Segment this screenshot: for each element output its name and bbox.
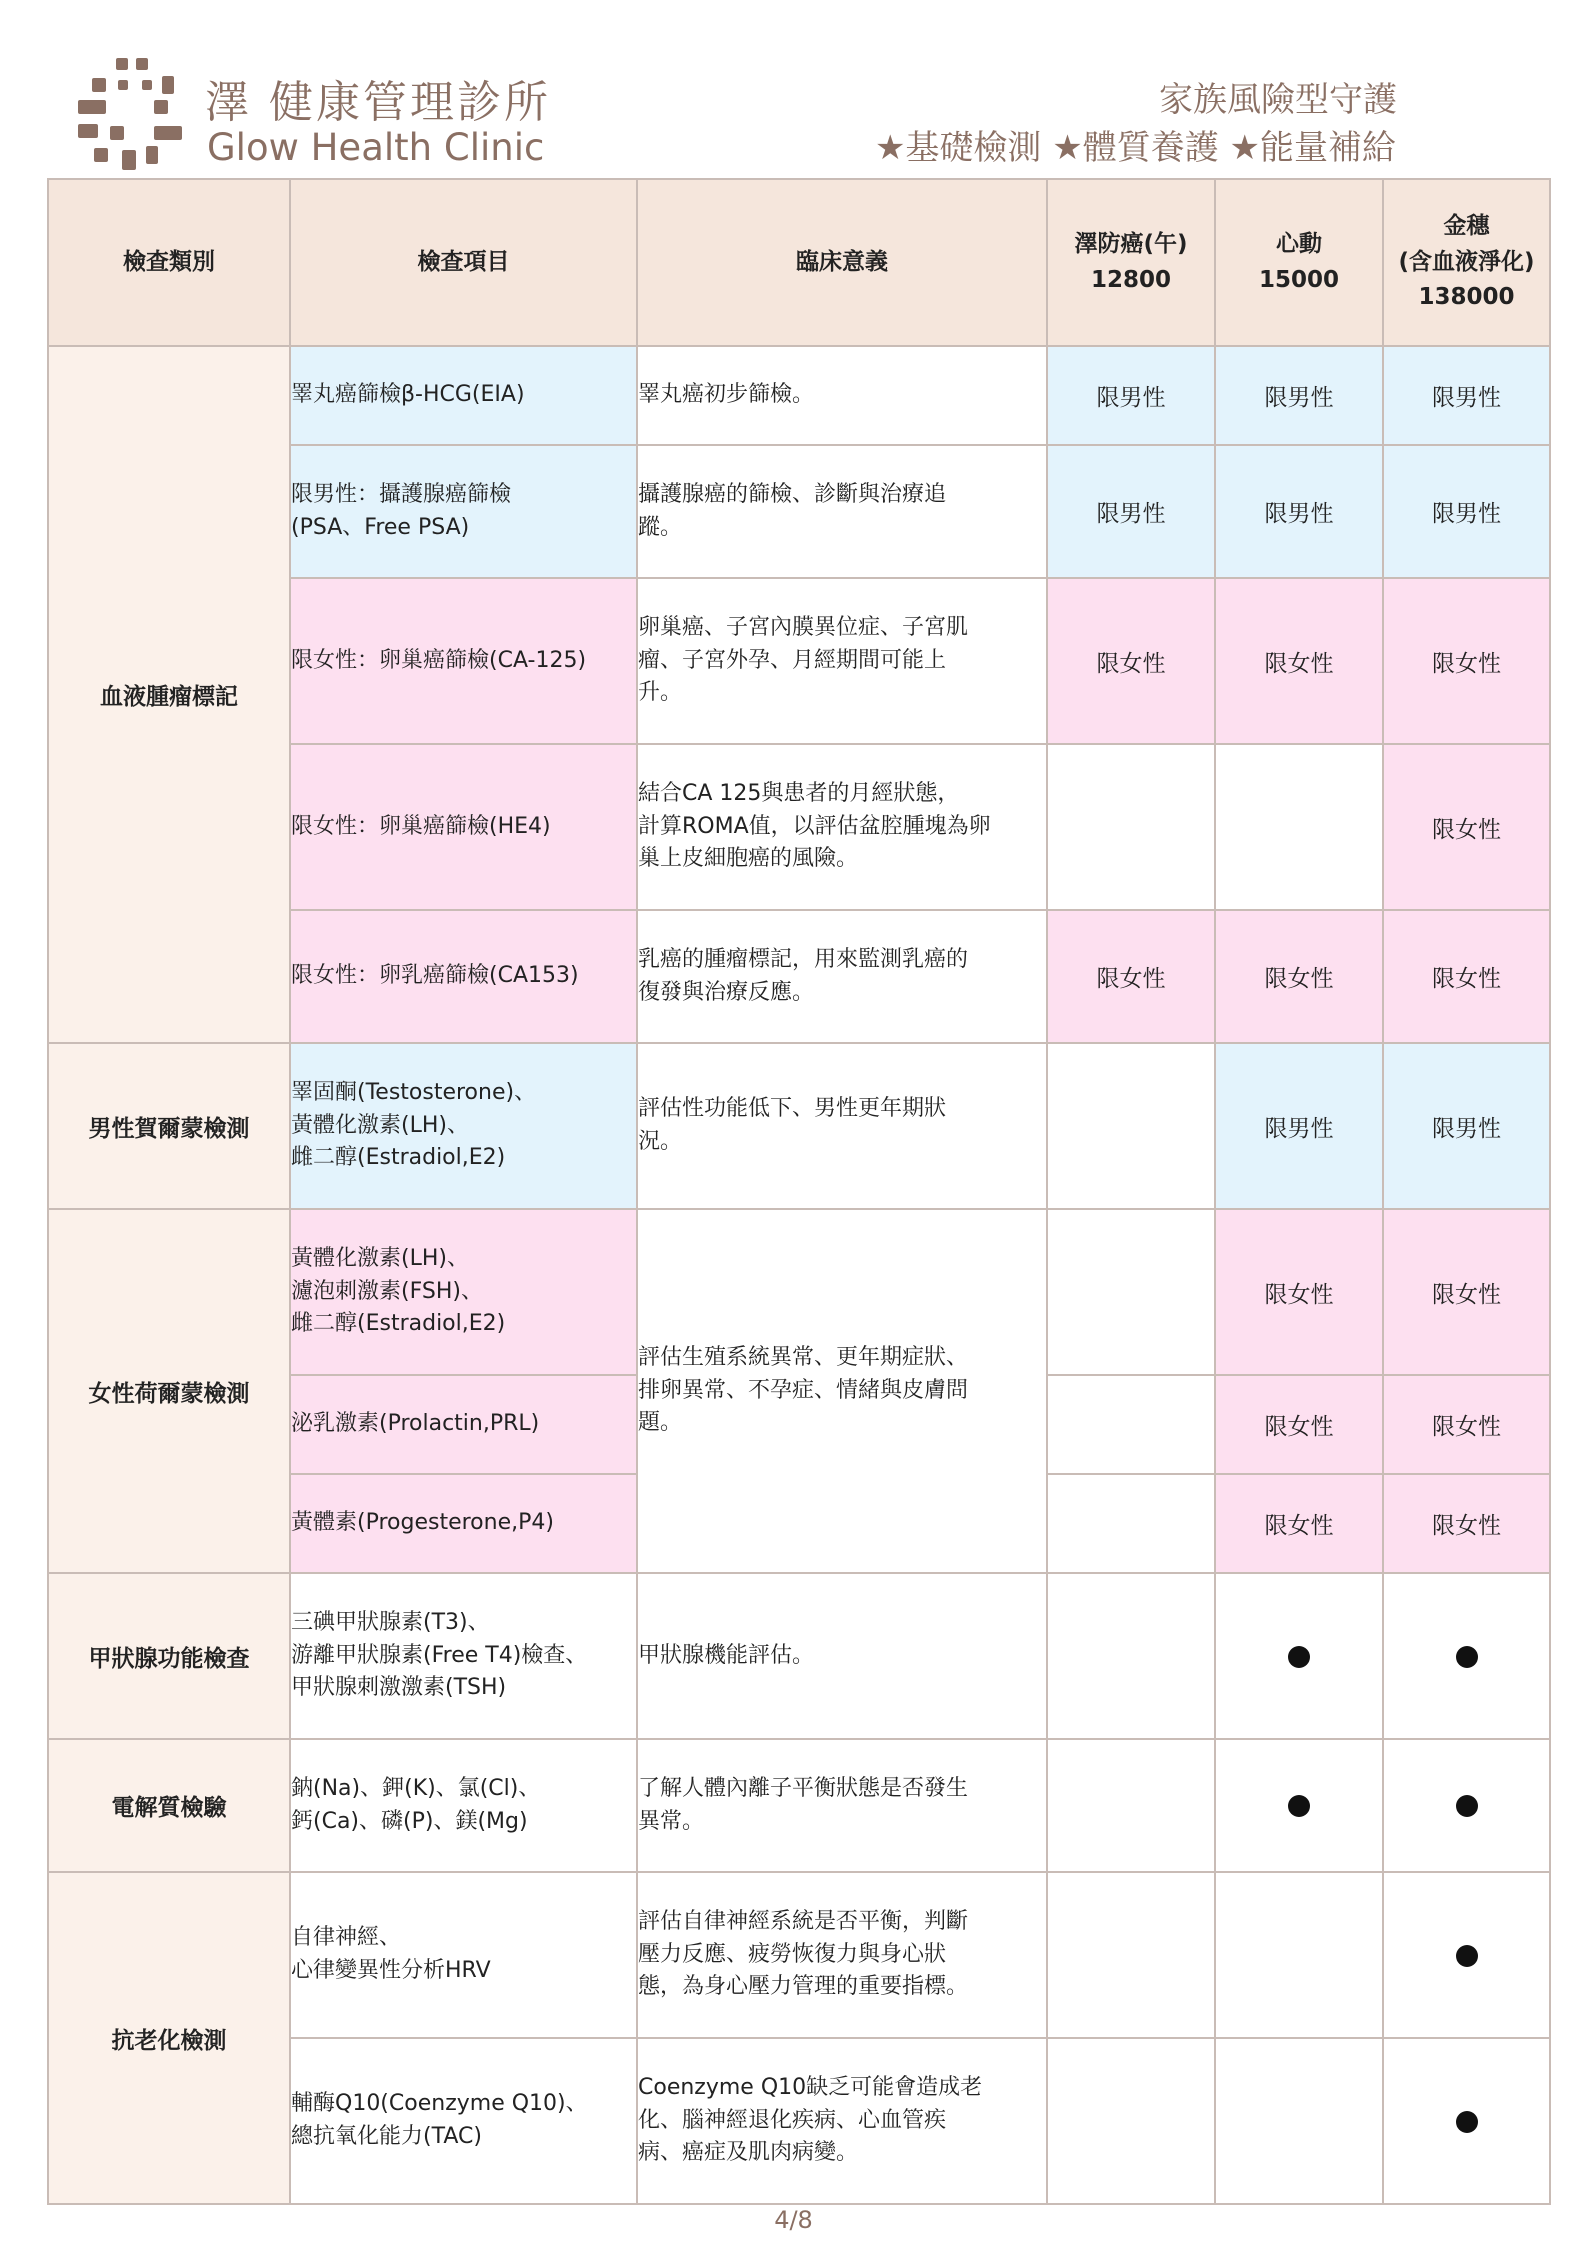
included-dot-icon [1456,2111,1478,2133]
row-package-1 [1047,1043,1215,1209]
row-package-2: 限女性 [1215,1474,1383,1573]
row-item: 限女性：卵巢癌篩檢(HE4) [290,744,637,910]
row-item: 泌乳激素(Prolactin,PRL) [290,1375,637,1474]
row-package-1 [1047,1573,1215,1739]
row-package-3 [1383,2038,1550,2204]
row-package-2 [1215,2038,1383,2204]
row-package-2: 限女性 [1215,910,1383,1043]
row-item: 睪丸癌篩檢β-HCG(EIA) [290,346,637,445]
row-package-2: 限女性 [1215,578,1383,744]
table-row [48,1739,1550,1872]
row-package-1 [1047,1375,1215,1474]
row-package-1 [1047,1209,1215,1375]
plan-tagline: ★基礎檢測 ★體質養護 ★能量補給 [874,128,1396,168]
row-package-1 [1047,1474,1215,1573]
category-thyroid: 甲狀腺功能檢查 [48,1573,290,1739]
page-number: 4/8 [774,2206,813,2234]
row-package-2 [1215,1872,1383,2038]
table-row [48,1043,1550,1209]
row-package-3: 限男性 [1383,445,1550,578]
table-row [48,346,1550,445]
package-3-price: 138000 [1418,284,1515,311]
row-meaning: 乳癌的腫瘤標記，用來監測乳癌的 復發與治療反應。 [637,910,1047,1043]
row-package-1 [1047,744,1215,910]
row-meaning: 了解人體內離子平衡狀態是否發生 異常。 [637,1739,1047,1872]
row-package-1: 限女性 [1047,578,1215,744]
package-1-price: 12800 [1090,266,1172,293]
row-item: 黃體素(Progesterone,P4) [290,1474,637,1573]
row-meaning: 卵巢癌、子宮內膜異位症、子宮肌 瘤、子宮外孕、月經期間可能上 升。 [637,578,1047,744]
included-dot-icon [1456,1945,1478,1967]
included-dot-icon [1456,1795,1478,1817]
clinic-name-english: Glow Health Clinic [207,126,545,169]
header-package-3 [1383,179,1550,346]
row-item: 限男性：攝護腺癌篩檢 (PSA、Free PSA) [290,445,637,578]
row-package-2 [1215,1573,1383,1739]
row-package-1: 限男性 [1047,346,1215,445]
row-package-2 [1215,744,1383,910]
clinic-logo-icon [78,56,188,172]
row-package-3 [1383,1573,1550,1739]
page-header [0,0,1587,178]
included-dot-icon [1288,1646,1310,1668]
header-package-2 [1215,179,1383,346]
category-male-hormone: 男性賀爾蒙檢測 [48,1043,290,1209]
category-female-hormone: 女性荷爾蒙檢測 [48,1209,290,1573]
row-item: 自律神經、 心律變異性分析HRV [290,1872,637,2038]
row-package-3: 限女性 [1383,1474,1550,1573]
row-package-2: 限男性 [1215,445,1383,578]
row-meaning: 結合CA 125與患者的月經狀態， 計算ROMA值，以評估盆腔腫塊為卵 巢上皮細胞癌的風險。 [637,744,1047,910]
row-meaning: 評估性功能低下、男性更年期狀 況。 [637,1043,1047,1209]
package-3-name: 金穗 [1443,213,1490,240]
table-header-row [48,179,1550,346]
header-item: 檢查項目 [290,179,637,346]
row-package-3: 限男性 [1383,1043,1550,1209]
row-meaning: 評估生殖系統異常、更年期症狀、 排卵異常、不孕症、情緒與皮膚問 題。 [637,1209,1047,1573]
header-category: 檢查類別 [48,179,290,346]
row-item: 輔酶Q10(Coenzyme Q10)、 總抗氧化能力(TAC) [290,2038,637,2204]
category-electrolyte: 電解質檢驗 [48,1739,290,1872]
row-meaning: 攝護腺癌的篩檢、診斷與治療追 蹤。 [637,445,1047,578]
row-item: 睪固酮(Testosterone)、 黃體化激素(LH)、 雌二醇(Estradiol,E2) [290,1043,637,1209]
clinic-name-chinese: 澤 健康管理診所 [205,77,551,128]
package-2-name: 心動 [1276,230,1322,257]
category-tumor-markers: 血液腫瘤標記 [48,346,290,1043]
row-package-3: 限女性 [1383,1375,1550,1474]
package-1-name: 澤防癌(午) [1074,230,1188,257]
header-package-1 [1047,179,1215,346]
package-3-sub: (含血液淨化) [1398,248,1535,275]
row-package-2: 限女性 [1215,1375,1383,1474]
row-package-1: 限男性 [1047,445,1215,578]
row-item: 三碘甲狀腺素(T3)、 游離甲狀腺素(Free T4)檢查、 甲狀腺刺激激素(TSH) [290,1573,637,1739]
row-package-1 [1047,1872,1215,2038]
package-2-price: 15000 [1258,266,1340,293]
row-package-3: 限女性 [1383,910,1550,1043]
exam-items-table [47,178,1551,2205]
plan-title: 家族風險型守護 [1159,80,1397,120]
table-row [48,1573,1550,1739]
row-item: 限女性：卵巢癌篩檢(CA-125) [290,578,637,744]
row-package-2: 限男性 [1215,346,1383,445]
row-meaning: 睪丸癌初步篩檢。 [637,346,1047,445]
row-item: 限女性：卵乳癌篩檢(CA153) [290,910,637,1043]
included-dot-icon [1456,1646,1478,1668]
row-package-3 [1383,1739,1550,1872]
row-package-3 [1383,1872,1550,2038]
category-antiaging: 抗老化檢測 [48,1872,290,2204]
row-package-3: 限女性 [1383,578,1550,744]
row-package-3: 限男性 [1383,346,1550,445]
row-meaning: 評估自律神經系統是否平衡，判斷 壓力反應、疲勞恢復力與身心狀 態，為身心壓力管理的重要指標。 [637,1872,1047,2038]
row-package-3: 限女性 [1383,744,1550,910]
header-meaning: 臨床意義 [637,179,1047,346]
table-row [48,1209,1550,1375]
row-package-1 [1047,1739,1215,1872]
row-package-1: 限女性 [1047,910,1215,1043]
row-package-3: 限女性 [1383,1209,1550,1375]
row-package-1 [1047,2038,1215,2204]
row-item: 黃體化激素(LH)、 濾泡刺激素(FSH)、 雌二醇(Estradiol,E2) [290,1209,637,1375]
included-dot-icon [1288,1795,1310,1817]
row-item: 鈉(Na)、鉀(K)、氯(Cl)、 鈣(Ca)、磷(P)、鎂(Mg) [290,1739,637,1872]
row-meaning: Coenzyme Q10缺乏可能會造成老 化、腦神經退化疾病、心血管疾 病、癌症及肌肉病變。 [637,2038,1047,2204]
row-package-2 [1215,1739,1383,1872]
row-package-2: 限女性 [1215,1209,1383,1375]
table-row [48,1872,1550,2038]
row-package-2: 限男性 [1215,1043,1383,1209]
row-meaning: 甲狀腺機能評估。 [637,1573,1047,1739]
